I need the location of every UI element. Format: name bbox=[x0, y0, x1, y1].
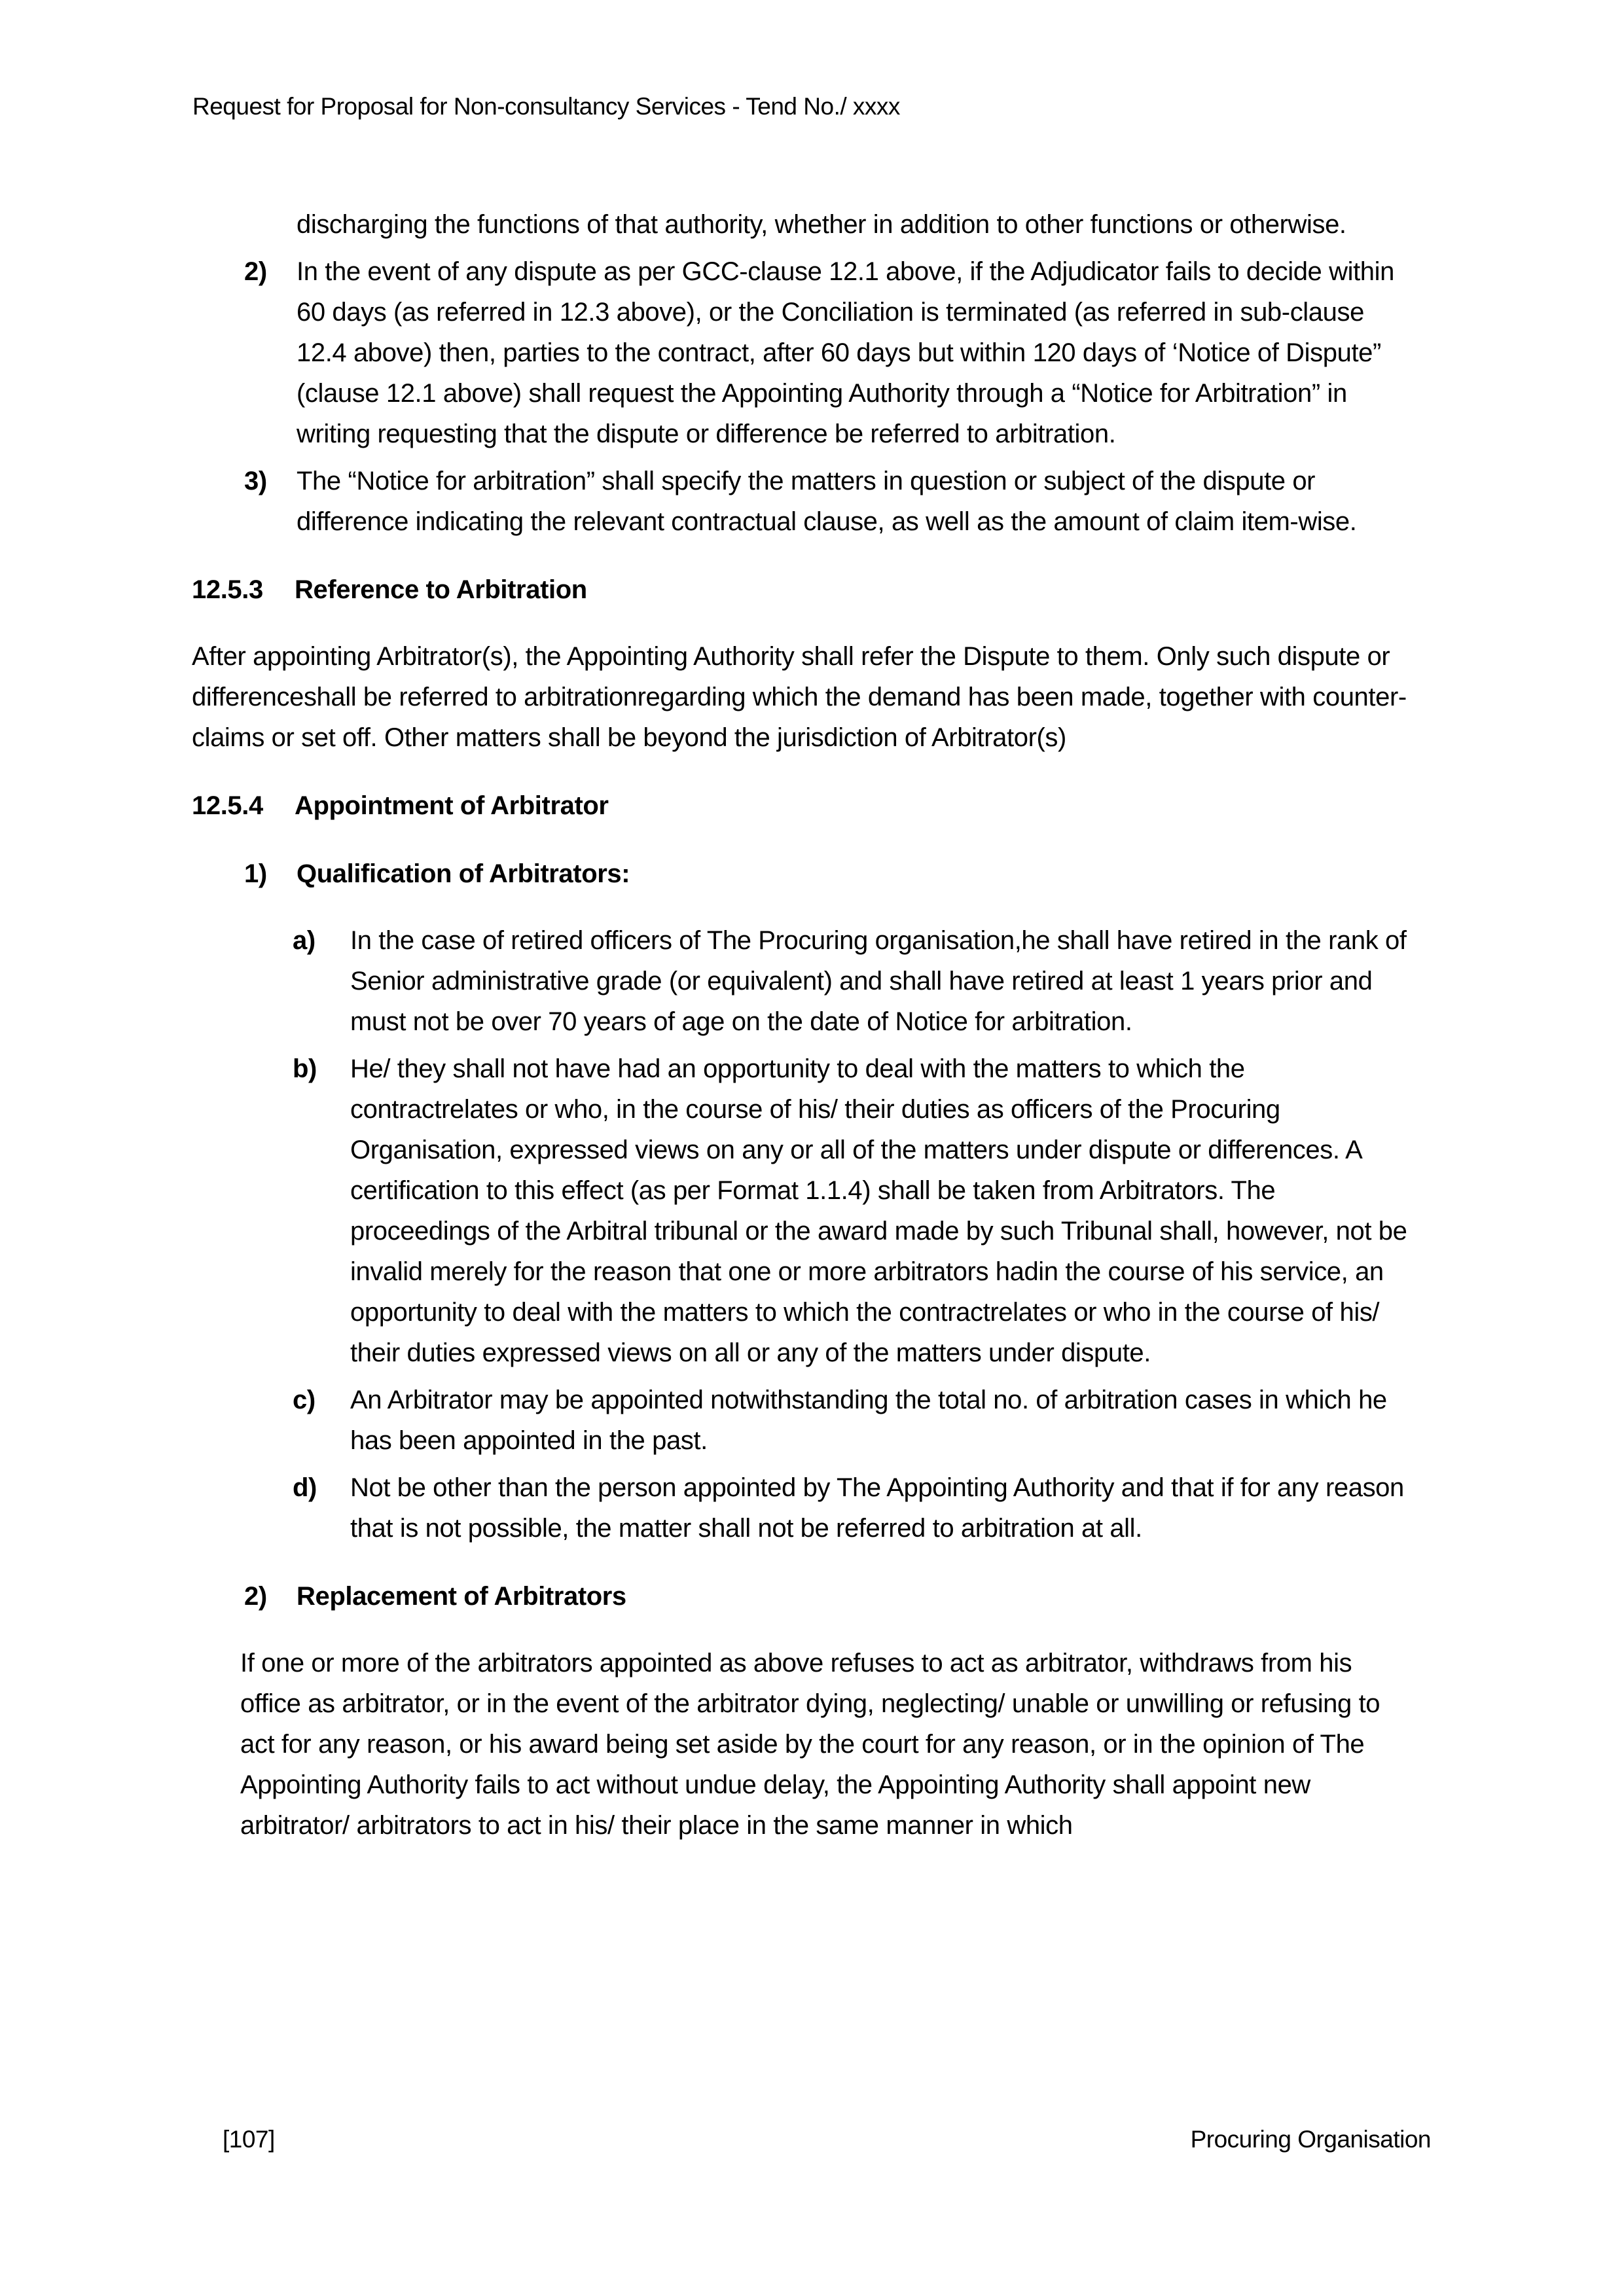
page-number: [107] bbox=[223, 2126, 275, 2153]
subsection-title: Replacement of Arbitrators bbox=[297, 1582, 626, 1611]
subsection-marker: 1) bbox=[244, 859, 267, 888]
lettered-item-c bbox=[192, 1380, 1414, 1461]
page-header: Request for Proposal for Non-consultancy Services - Tend No./ xxxx bbox=[192, 93, 900, 120]
replacement-body-paragraph: If one or more of the arbitrators appointed as above refuses to act as arbitrator, withdraws from his office as arbitrator, or in the event of the arbitrator dying, neglecting/ unable or unwilling or refusing to act for any reason, or his award being set aside by the court for any reason, or in the opinion of The Appointing Authority fails to act without undue delay, the Appointing Authority shall appoint new arbitrator/ arbitrators to act in his/ their place in the same manner in which bbox=[240, 1649, 1380, 1840]
page-footer bbox=[223, 2126, 1431, 2153]
subsection-marker: 2) bbox=[244, 1582, 267, 1611]
numbered-item-3 bbox=[192, 461, 1414, 542]
section-body-paragraph: After appointing Arbitrator(s), the Appointing Authority shall refer the Dispute to them. Only such dispute or differenceshall be referred to arbitrationregarding which the demand has been made, together with counter-claims or set off. Other matters shall be beyond the jurisdiction of Arbitrator(s) bbox=[192, 642, 1407, 752]
section-title: Reference to Arbitration bbox=[295, 575, 587, 604]
list-marker: 3) bbox=[244, 467, 267, 495]
list-item-text: Not be other than the person appointed by The Appointing Authority and that if for any reason that is not possible, the matter shall not be referred to arbitration at all. bbox=[350, 1473, 1404, 1543]
list-item-text: The “Notice for arbitration” shall specify the matters in question or subject of the dispute or difference indicating the relevant contractual clause, as well as the amount of claim item-wise. bbox=[297, 467, 1357, 536]
list-marker: 2) bbox=[244, 257, 267, 286]
list-marker: a) bbox=[293, 926, 316, 955]
list-marker: b) bbox=[293, 1054, 317, 1083]
section-number: 12.5.4 bbox=[192, 791, 263, 820]
list-item-text: An Arbitrator may be appointed notwithstanding the total no. of arbitration cases in which he has been appointed in the past. bbox=[350, 1386, 1387, 1455]
list-item-text: He/ they shall not have had an opportunity to deal with the matters to which the contractrelates or who, in the course of his/ their duties as officers of the Procuring Organisation, expressed views on any or all of the matters under dispute or differences. A certification to this effect (as per Format 1.1.4) shall be taken from Arbitrators. The proceedings of the Arbitral tribunal or the award made by such Tribunal shall, however, not be invalid merely for the reason that one or more arbitrators hadin the course of his service, an opportunity to deal with the matters to which the contractrelates or who in the course of his/ their duties expressed views on all or any of the matters under dispute. bbox=[350, 1054, 1407, 1367]
section-title: Appointment of Arbitrator bbox=[295, 791, 609, 820]
document-body bbox=[192, 204, 1414, 1846]
section-heading-12-5-4 bbox=[192, 785, 1414, 826]
lettered-item-d bbox=[192, 1467, 1414, 1549]
numbered-item-2 bbox=[192, 251, 1414, 454]
section-heading-12-5-3 bbox=[192, 569, 1414, 610]
subsection-title: Qualification of Arbitrators: bbox=[297, 859, 630, 888]
paragraph-continuation: discharging the functions of that authority, whether in addition to other functions or otherwise. bbox=[297, 210, 1346, 239]
subsection-heading-replacement bbox=[192, 1576, 1414, 1617]
list-marker: c) bbox=[293, 1386, 316, 1414]
subsection-heading-qualification bbox=[192, 853, 1414, 894]
list-marker: d) bbox=[293, 1473, 317, 1502]
lettered-item-b bbox=[192, 1049, 1414, 1373]
footer-organisation: Procuring Organisation bbox=[1190, 2126, 1431, 2153]
list-item-text: In the event of any dispute as per GCC-clause 12.1 above, if the Adjudicator fails to decide within 60 days (as referred in 12.3 above), or the Conciliation is terminated (as referred in sub-clause 12.4 above) then, parties to the contract, after 60 days but within 120 days of ‘Notice of Dispute” (clause 12.1 above) shall request the Appointing Authority through a “Notice for Arbitration” in writing requesting that the dispute or difference be referred to arbitration. bbox=[297, 257, 1394, 448]
section-number: 12.5.3 bbox=[192, 575, 263, 604]
lettered-item-a bbox=[192, 920, 1414, 1042]
list-item-text: In the case of retired officers of The Procuring organisation,he shall have retired in the rank of Senior administrative grade (or equivalent) and shall have retired at least 1 years prior and must not be over 70 years of age on the date of Notice for arbitration. bbox=[350, 926, 1407, 1036]
